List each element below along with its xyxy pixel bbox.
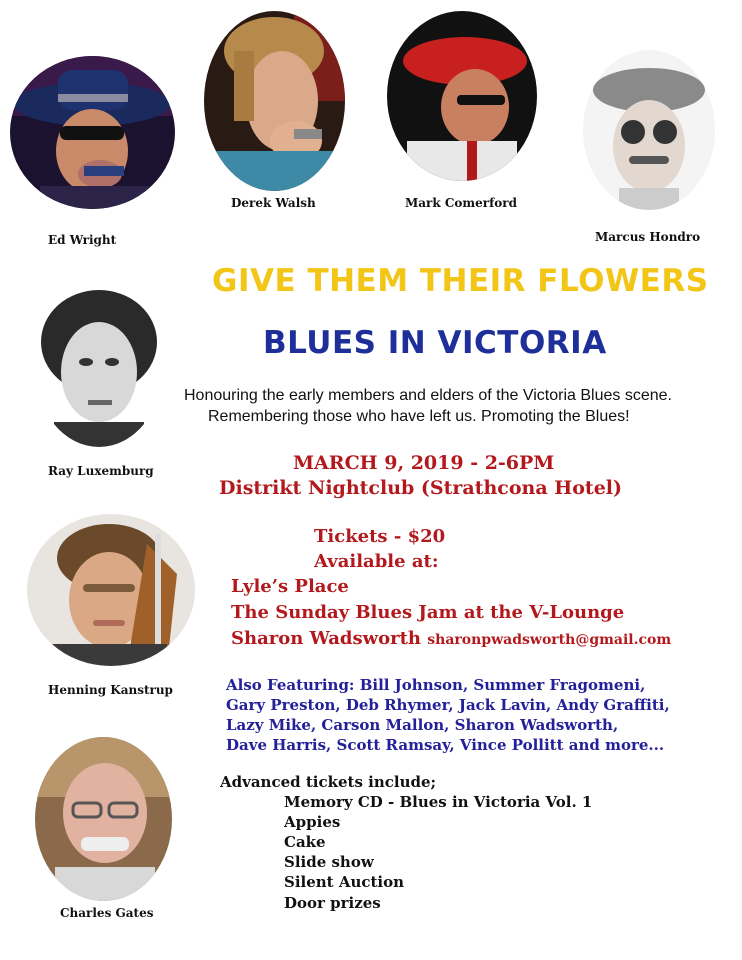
event-title: GIVE THEM THEIR FLOWERS <box>212 263 709 299</box>
outlet-name: Sharon Wadsworth <box>231 628 422 649</box>
advanced-heading: Advanced tickets include; <box>220 773 437 791</box>
name-marcus-hondro: Marcus Hondro <box>595 230 701 244</box>
featuring-line-3: Lazy Mike, Carson Mallon, Sharon Wadsworth, <box>226 716 619 734</box>
name-henning-kanstrup: Henning Kanstrup <box>48 683 173 697</box>
contact-email[interactable]: sharonpwadsworth@gmail.com <box>427 632 672 648</box>
name-mark-comerford: Mark Comerford <box>405 196 517 210</box>
name-ray-luxemburg: Ray Luxemburg <box>48 464 154 478</box>
photo-henning-kanstrup <box>27 514 195 666</box>
ticket-outlet-sunday-blues-jam: The Sunday Blues Jam at the V-Lounge <box>231 602 625 623</box>
photo-marcus-hondro <box>583 50 715 210</box>
photo-charles-gates <box>35 737 172 901</box>
photo-derek-walsh <box>204 11 345 191</box>
event-date: MARCH 9, 2019 - 2-6PM <box>293 452 555 474</box>
photo-mark-comerford <box>387 11 537 181</box>
featuring-line-4: Dave Harris, Scott Ramsay, Vince Pollitt and more... <box>226 736 665 754</box>
photo-ed-wright <box>10 56 175 209</box>
advanced-item: Silent Auction <box>284 873 405 891</box>
featuring-line-2: Gary Preston, Deb Rhymer, Jack Lavin, Andy Graffiti, <box>226 696 670 714</box>
ticket-available-label: Available at: <box>314 551 439 572</box>
featuring-line-1: Also Featuring: Bill Johnson, Summer Fragomeni, <box>226 676 646 694</box>
advanced-item: Slide show <box>284 853 374 871</box>
advanced-item: Appies <box>284 813 341 831</box>
advanced-item: Cake <box>284 833 326 851</box>
name-charles-gates: Charles Gates <box>60 906 154 920</box>
ticket-outlet-lyles-place: Lyle’s Place <box>231 576 349 597</box>
name-ed-wright: Ed Wright <box>48 233 117 247</box>
advanced-item: Door prizes <box>284 894 381 912</box>
event-venue: Distrikt Nightclub (Strathcona Hotel) <box>219 477 622 499</box>
intro-line-2: Remembering those who have left us. Promoting the Blues! <box>208 408 630 425</box>
name-derek-walsh: Derek Walsh <box>231 196 316 210</box>
advanced-item: Memory CD - Blues in Victoria Vol. 1 <box>284 793 593 811</box>
ticket-price: Tickets - $20 <box>314 526 446 547</box>
event-subtitle: BLUES IN VICTORIA <box>263 325 607 361</box>
intro-line-1: Honouring the early members and elders of the Victoria Blues scene. <box>184 387 672 404</box>
ticket-outlet-sharon-wadsworth <box>231 628 671 649</box>
photo-ray-luxemburg <box>34 282 164 447</box>
